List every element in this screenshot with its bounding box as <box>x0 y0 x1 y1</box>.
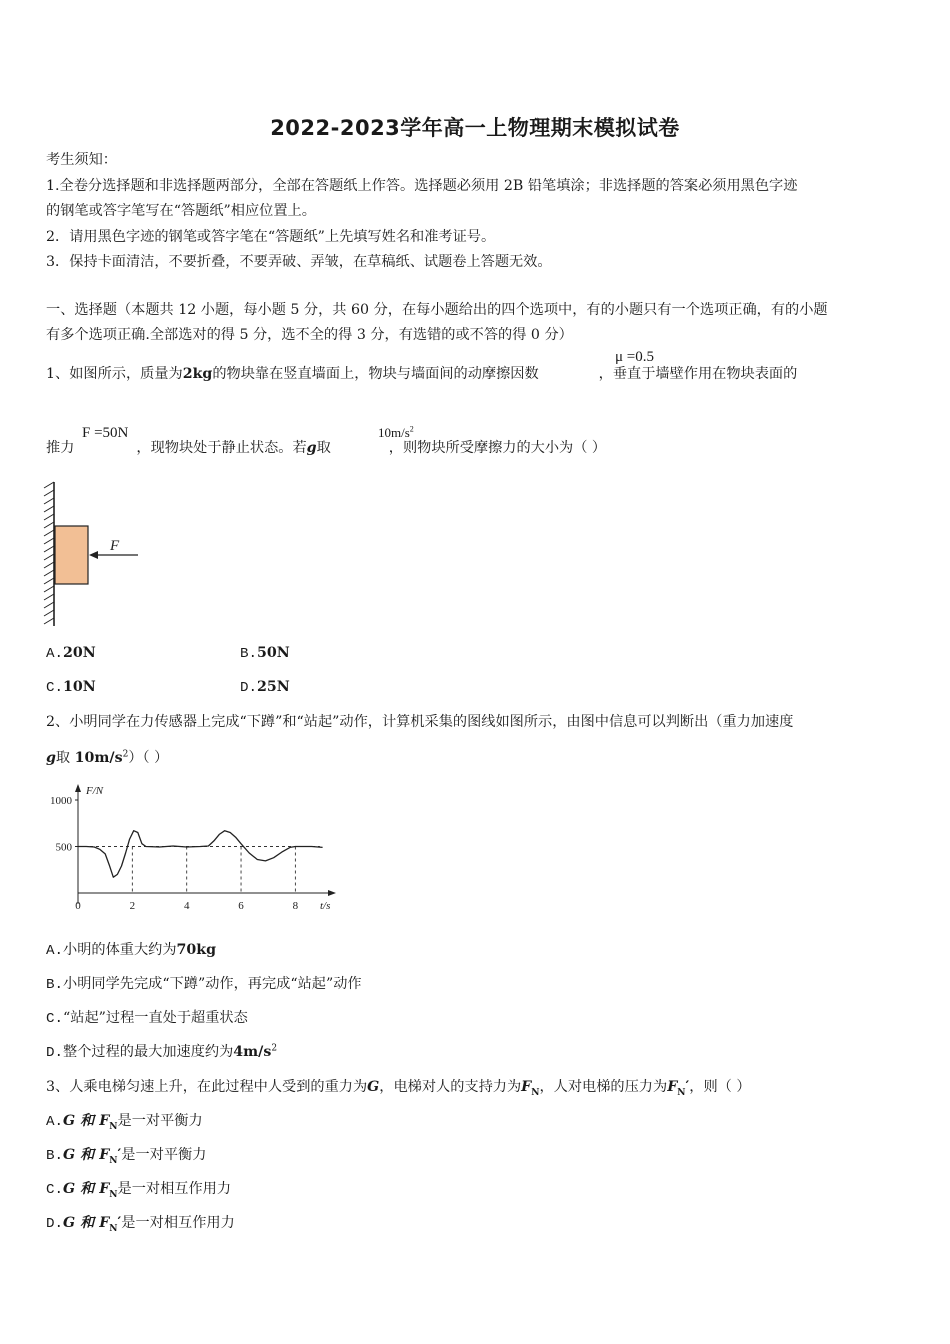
block <box>55 526 88 584</box>
q1-force-formula: F =50N <box>82 425 129 441</box>
x-axis-label: t/s <box>320 900 331 912</box>
x-tick-label-4: 4 <box>183 900 190 912</box>
q2-option-a: A.小明的体重大约为70kg <box>46 942 217 959</box>
page-title: 2022-2023学年高一上物理期末模拟试卷 <box>270 116 680 140</box>
q3-option-b: B.G 和 $F_N'$是一对平衡力 <box>46 1147 207 1166</box>
q1-stem-line1: 1、如图所示，质量为2kg的物块靠在竖直墙面上，物块与墙面间的动摩擦因数 ，垂直于墙壁作用在物块表面的 <box>46 366 798 382</box>
q3-option-c: C.G 和 $F_N$是一对相互作用力 <box>46 1181 232 1200</box>
notice-heading: 考生须知： <box>46 152 117 168</box>
q1-stem-line2: 推力 ，现物块处于静止状态。若g取 ，则物块所受摩擦力的大小为（ ） <box>46 440 607 456</box>
wall-hatching <box>44 482 54 624</box>
notice-item-3: 3．保持卡面清洁，不要折叠，不要弄破、弄皱，在草稿纸、试题卷上答题无效。 <box>46 254 552 270</box>
q2-stem-line2: g取 $10m/s^2$）（ ） <box>46 749 169 766</box>
q1-option-b: B.50N <box>240 645 290 662</box>
q2-option-d: D.整个过程的最大加速度约为$4m/s^2$ <box>46 1043 278 1061</box>
force-curve <box>78 831 323 878</box>
arrow-head <box>89 551 98 559</box>
force-time-chart <box>40 780 350 920</box>
q1-option-a: A.20N <box>46 645 96 662</box>
y-tick-label-500: 500 <box>55 841 72 854</box>
y-axis-label: F/N <box>86 785 104 797</box>
q3-stem: 3、人乘电梯匀速上升，在此过程中人受到的重力为G，电梯对人的支持力为$F_N$，人对电梯的压力为$F_N'$，则（ ） <box>46 1079 751 1098</box>
q1-mu-formula: μ =0.5 <box>615 349 655 365</box>
notice-item-2: 2．请用黑色字迹的钢笔或答字笔在“答题纸”上先填写姓名和准考证号。 <box>46 229 496 245</box>
q3-option-a: A.G 和 $F_N$是一对平衡力 <box>46 1113 203 1132</box>
notice-item-1: 1.全卷分选择题和非选择题两部分，全部在答题纸上作答。选择题必须用 2B 铅笔填涂；非选择题的答案必须用黑色字迹 <box>46 178 798 194</box>
q2-option-c: C.“站起”过程一直处于超重状态 <box>46 1010 248 1027</box>
section-heading: 一、选择题（本题共 12 小题，每小题 5 分，共 60 分，在每小题给出的四个选项中，有的小题只有一个选项正确，有的小题 <box>46 302 828 318</box>
q1-figure <box>40 478 150 630</box>
notice-item-1-cont: 的钢笔或答字笔写在“答题纸”相应位置上。 <box>46 203 316 219</box>
q3-option-d: D.G 和 $F_N'$是一对相互作用力 <box>46 1215 235 1234</box>
q1-option-c: C.10N <box>46 679 96 696</box>
q1-g-value: $10m/s^2$ <box>378 424 414 440</box>
x-tick-label-0: 0 <box>75 900 81 912</box>
y-axis <box>75 784 81 904</box>
x-tick-label-6: 6 <box>238 900 244 912</box>
section-heading-cont: 有多个选项正确.全部选对的得 5 分，选不全的得 3 分，有选错的或不答的得 0 分） <box>46 327 573 343</box>
q2-stem-line1: 2、小明同学在力传感器上完成“下蹲”和“站起”动作，计算机采集的图线如图所示，由图中信息可以判断出（重力加速度 <box>46 714 794 730</box>
x-axis <box>78 890 336 896</box>
x-tick-label-8: 8 <box>292 900 299 912</box>
force-label: F <box>110 538 120 554</box>
q2-option-b: B.小明同学先完成“下蹲”动作，再完成“站起”动作 <box>46 976 362 993</box>
x-tick-label-2: 2 <box>129 900 136 912</box>
y-tick-label-1000: 1000 <box>50 795 72 807</box>
q1-option-d: D.25N <box>240 679 290 696</box>
